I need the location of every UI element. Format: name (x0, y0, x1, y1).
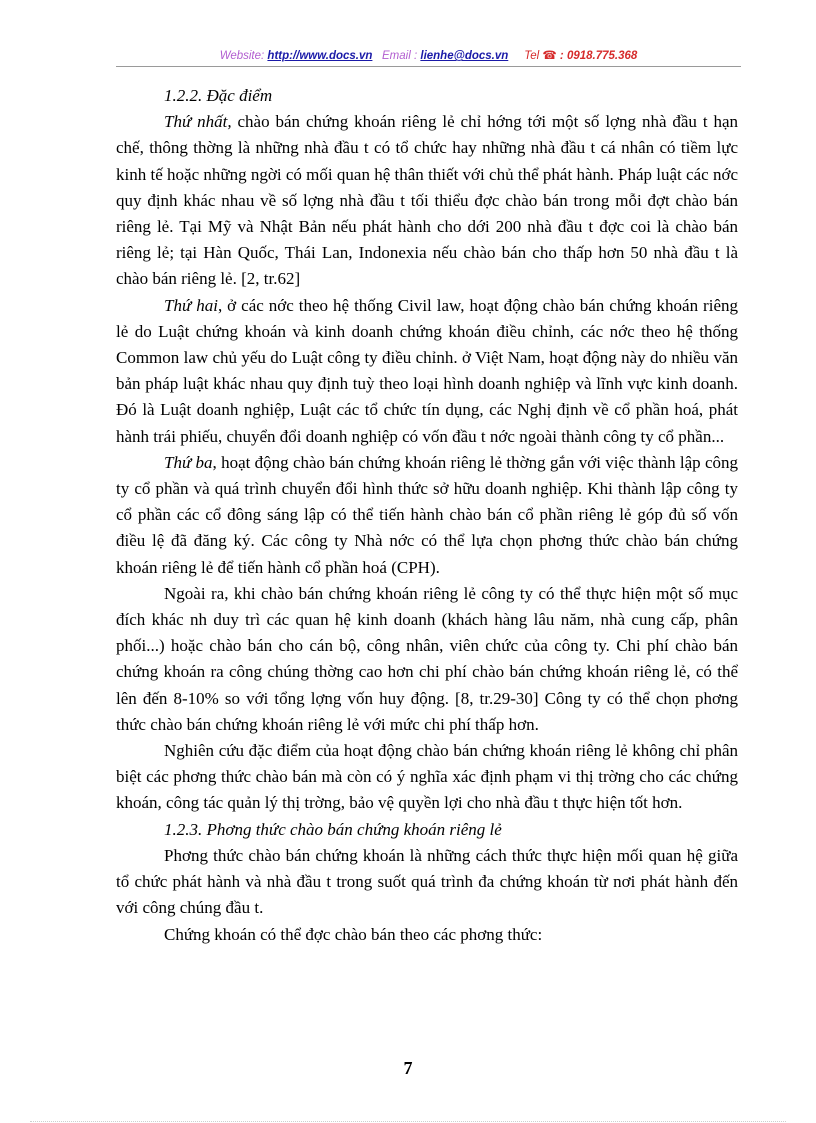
paragraph-1-text: chào bán chứng khoán riêng lẻ chỉ hớng tới một số lợng nhà đầu t hạn chế, thông thờng là những nhà đầu t có tổ chức hay những nhà đầu t cá nhân có tiềm lực kinh tế hoặc những ngời có mối quan hệ thân thiết với chủ thể phát hành. Pháp luật các nớc quy định khác nhau về số lợng nhà đầu t tối thiểu đợc chào bán trong mỗi đợt chào bán riêng lẻ. Tại Mỹ và Nhật Bản nếu phát hành cho dới 200 nhà đầu t đợc coi là chào bán riêng lẻ; tại Hàn Quốc, Thái Lan, Indonexia nếu chào bán cho thấp hơn 50 nhà đầu t là chào bán riêng lẻ. [2, tr.62] (116, 112, 739, 289)
paragraph-3-lead: Thứ ba (164, 452, 213, 472)
email-link[interactable]: lienhe@docs.vn (420, 50, 509, 62)
paragraph-2 (116, 293, 738, 450)
paragraph-1-lead: Thứ nhất, (164, 112, 232, 132)
tel-label: Tel (524, 50, 540, 62)
page-header (116, 48, 741, 66)
page-number: 7 (403, 1058, 413, 1078)
paragraph-4: Ngoài ra, khi chào bán chứng khoán riêng lẻ công ty có thể thực hiện một số mục đích khác nh duy trì các quan hệ kinh doanh (khách hàng lâu năm, nhà cung cấp, phân phối...) hoặc chào bán cho cán bộ, công nhân, viên chức của công ty. Chi phí chào bán chứng khoán ra công chúng thờng cao hơn chi phí chào bán chứng khoán riêng lẻ, có thể lên đến 8-10% so với tổng lợng vốn huy động. [8, tr.29-30] Công ty có thể chọn phơng thức chào bán chứng khoán riêng lẻ với mức chi phí thấp hơn. (116, 583, 738, 734)
paragraph-2-lead: Thứ hai (164, 295, 218, 315)
section-heading-1-2-2: 1.2.2. Đặc điểm (164, 86, 273, 105)
paragraph-1 (116, 109, 738, 292)
paragraph-5: Nghiên cứu đặc điểm của hoạt động chào bán chứng khoán riêng lẻ không chỉ phân biệt các phơng thức chào bán mà còn có ý nghĩa xác định phạm vi thị trờng cho các chứng khoán, công tác quản lý thị trờng, bảo vệ quyền lợi cho nhà đầu t thực hiện tốt hơn. (116, 741, 738, 813)
header-divider (116, 66, 741, 67)
paragraph-2-text: , ở các nớc theo hệ thống Civil law, hoạt động chào bán chứng khoán riêng lẻ do Luật chứng khoán và kinh doanh chứng khoán điều chỉnh, các nớc theo hệ thống Common law chủ yếu do Luật công ty điều chỉnh. ở Việt Nam, hoạt động này do nhiều văn bản pháp luật khác nhau quy định tuỳ theo loại hình doanh nghiệp và lĩnh vực kinh doanh. Đó là Luật doanh nghiệp, Luật các tổ chức tín dụng, các Nghị định về cổ phần hoá, phát hành trái phiếu, chuyển đổi doanh nghiệp có vốn đầu t nớc ngoài thành công ty cổ phần... (116, 295, 738, 446)
website-link[interactable]: http://www.docs.vn (267, 50, 373, 62)
email-label: Email : (382, 50, 418, 62)
phone-number: : 0918.775.368 (559, 50, 638, 62)
document-body (116, 83, 738, 948)
section-heading-1-2-3: 1.2.3. Phơng thức chào bán chứng khoán riêng lẻ (164, 819, 502, 839)
footer-divider (30, 1121, 786, 1122)
paragraph-7: Chứng khoán có thể đợc chào bán theo các phơng thức: (164, 924, 543, 944)
paragraph-3 (116, 450, 738, 581)
paragraph-3-text: , hoạt động chào bán chứng khoán riêng lẻ thờng gắn với việc thành lập công ty cổ phần và quá trình chuyển đổi hình thức sở hữu doanh nghiệp. Khi thành lập công ty cổ phần các cổ đông sáng lập có thể tiến hành chào bán cổ phần riêng lẻ góp đủ số vốn điều lệ đã đăng ký. Các công ty Nhà nớc có thể lựa chọn phơng thức chào bán chứng khoán riêng lẻ để tiến hành cổ phần hoá (CPH). (116, 452, 738, 577)
phone-icon: ☎ (542, 50, 557, 62)
paragraph-6: Phơng thức chào bán chứng khoán là những cách thức thực hiện mối quan hệ giữa tổ chức phát hành và nhà đầu t trong suốt quá trình đa chứng khoán từ nơi phát hành đến với công chúng đầu t. (116, 845, 738, 918)
website-label: Website: (219, 50, 265, 62)
